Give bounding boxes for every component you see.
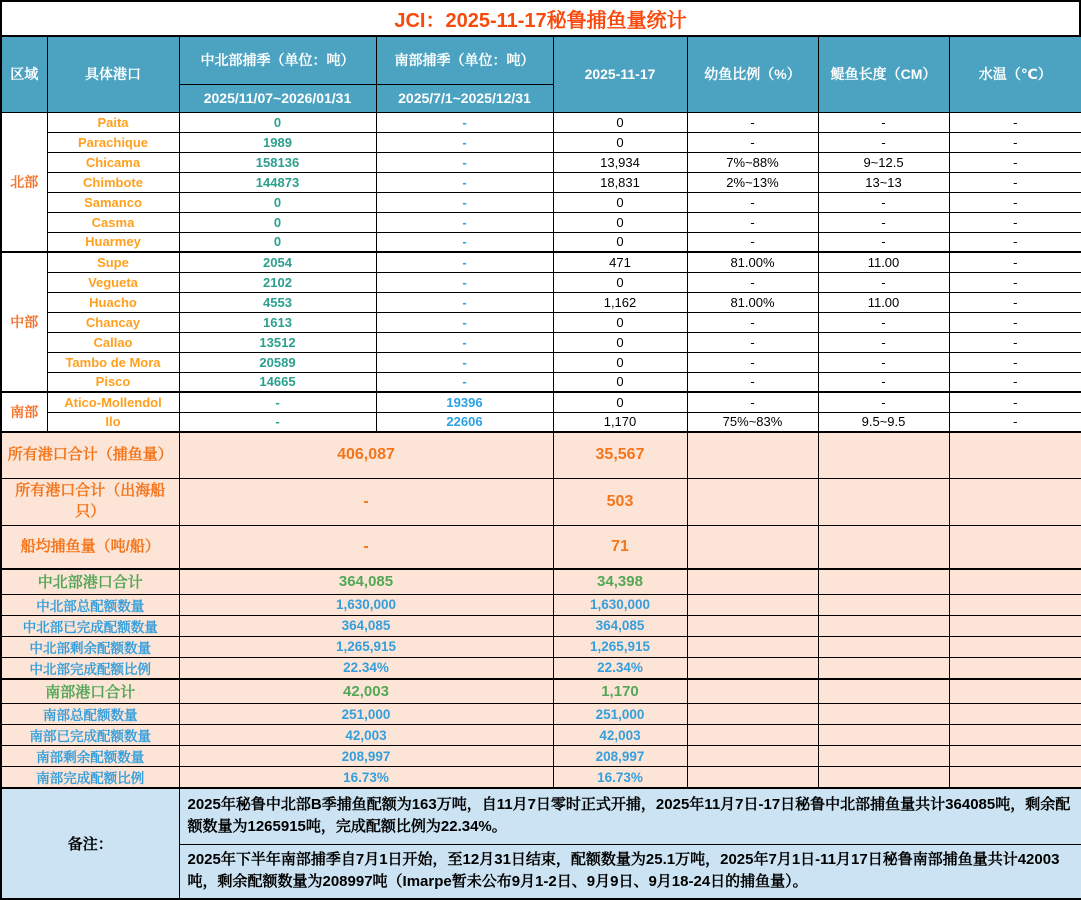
water-temp-value: - — [949, 152, 1081, 172]
quota-day-value: 42,003 — [553, 725, 687, 746]
summary-day-value: 35,567 — [553, 432, 687, 478]
juvenile-ratio-value: - — [687, 212, 818, 232]
daily-catch-value: 1,162 — [553, 292, 687, 312]
water-temp-value: - — [949, 412, 1081, 432]
north-season-value: 0 — [179, 212, 376, 232]
empty-cell — [818, 569, 949, 594]
water-temp-value: - — [949, 212, 1081, 232]
table-row — [1, 352, 1081, 372]
quota-season-value: 42,003 — [179, 725, 553, 746]
header-north-season: 中北部捕季（单位：吨） — [179, 36, 376, 84]
table-row — [1, 36, 1081, 84]
table-row — [1, 767, 1081, 789]
daily-catch-value: 13,934 — [553, 152, 687, 172]
quota-label: 南部剩余配额数量 — [1, 746, 179, 767]
empty-cell — [687, 569, 818, 594]
empty-cell — [818, 525, 949, 569]
quota-day-value: 34,398 — [553, 569, 687, 594]
empty-cell — [949, 679, 1081, 704]
quota-season-value: 42,003 — [179, 679, 553, 704]
empty-cell — [949, 594, 1081, 615]
empty-cell — [818, 636, 949, 657]
table-row — [1, 725, 1081, 746]
anchovy-length-value: - — [818, 352, 949, 372]
water-temp-value: - — [949, 292, 1081, 312]
quota-season-value: 22.34% — [179, 657, 553, 679]
north-season-value: 0 — [179, 232, 376, 252]
south-season-value: - — [376, 192, 553, 212]
quota-season-value: 251,000 — [179, 704, 553, 725]
empty-cell — [687, 525, 818, 569]
juvenile-ratio-value: - — [687, 192, 818, 212]
table-row — [1, 615, 1081, 636]
quota-season-value: 16.73% — [179, 767, 553, 789]
table-row — [1, 112, 1081, 132]
south-season-value: 19396 — [376, 392, 553, 412]
south-season-value: 22606 — [376, 412, 553, 432]
table-row — [1, 272, 1081, 292]
water-temp-value: - — [949, 132, 1081, 152]
north-season-value: - — [179, 412, 376, 432]
juvenile-ratio-value: - — [687, 232, 818, 252]
daily-catch-value: 0 — [553, 232, 687, 252]
summary-season-value: - — [179, 478, 553, 525]
daily-catch-value: 0 — [553, 392, 687, 412]
quota-season-value: 364,085 — [179, 569, 553, 594]
juvenile-ratio-value: - — [687, 332, 818, 352]
daily-catch-value: 0 — [553, 372, 687, 392]
juvenile-ratio-value: 75%~83% — [687, 412, 818, 432]
north-season-value: 14665 — [179, 372, 376, 392]
empty-cell — [818, 704, 949, 725]
port-name: Huarmey — [47, 232, 179, 252]
quota-label: 中北部已完成配额数量 — [1, 615, 179, 636]
empty-cell — [818, 594, 949, 615]
summary-label: 船均捕鱼量（吨/船） — [1, 525, 179, 569]
south-season-value: - — [376, 252, 553, 272]
empty-cell — [818, 767, 949, 789]
south-season-value: - — [376, 352, 553, 372]
north-season-value: 2054 — [179, 252, 376, 272]
daily-catch-value: 0 — [553, 192, 687, 212]
empty-cell — [687, 725, 818, 746]
empty-cell — [818, 615, 949, 636]
table-row — [1, 679, 1081, 704]
north-season-value: 20589 — [179, 352, 376, 372]
port-name: Chicama — [47, 152, 179, 172]
quota-day-value: 22.34% — [553, 657, 687, 679]
table-row — [1, 594, 1081, 615]
header-date: 2025-11-17 — [553, 36, 687, 112]
juvenile-ratio-value: - — [687, 132, 818, 152]
water-temp-value: - — [949, 192, 1081, 212]
empty-cell — [687, 594, 818, 615]
water-temp-value: - — [949, 252, 1081, 272]
anchovy-length-value: - — [818, 112, 949, 132]
empty-cell — [687, 615, 818, 636]
quota-label: 南部港口合计 — [1, 679, 179, 704]
empty-cell — [687, 478, 818, 525]
anchovy-length-value: - — [818, 372, 949, 392]
south-season-value: - — [376, 132, 553, 152]
port-name: Callao — [47, 332, 179, 352]
juvenile-ratio-value: - — [687, 312, 818, 332]
table-row — [1, 152, 1081, 172]
header-south-date-range: 2025/7/1~2025/12/31 — [376, 84, 553, 112]
anchovy-length-value: 13~13 — [818, 172, 949, 192]
summary-day-value: 503 — [553, 478, 687, 525]
empty-cell — [687, 767, 818, 789]
daily-catch-value: 1,170 — [553, 412, 687, 432]
table-row — [1, 432, 1081, 478]
table-row — [1, 412, 1081, 432]
port-name: Parachique — [47, 132, 179, 152]
north-season-value: 13512 — [179, 332, 376, 352]
port-name: Chimbote — [47, 172, 179, 192]
water-temp-value: - — [949, 312, 1081, 332]
anchovy-length-value: - — [818, 132, 949, 152]
table-row — [1, 312, 1081, 332]
south-season-value: - — [376, 292, 553, 312]
anchovy-length-value: - — [818, 312, 949, 332]
empty-cell — [818, 432, 949, 478]
water-temp-value: - — [949, 372, 1081, 392]
anchovy-length-value: 9.5~9.5 — [818, 412, 949, 432]
daily-catch-value: 0 — [553, 272, 687, 292]
anchovy-length-value: - — [818, 272, 949, 292]
port-name: Tambo de Mora — [47, 352, 179, 372]
anchovy-length-value: - — [818, 212, 949, 232]
daily-catch-value: 0 — [553, 332, 687, 352]
table-row — [1, 172, 1081, 192]
remark-line-1: 2025年秘鲁中北部B季捕鱼配额为163万吨，自11月7日零时正式开捕，2025年11月7日-17日秘鲁中北部捕鱼量共计364085吨，剩余配额数量为1265915吨，完成配额比例为22.34%。 — [179, 788, 1081, 844]
south-season-value: - — [376, 112, 553, 132]
table-row — [1, 192, 1081, 212]
quota-season-value: 364,085 — [179, 615, 553, 636]
table-row — [1, 372, 1081, 392]
south-season-value: - — [376, 272, 553, 292]
region-label: 北部 — [1, 112, 47, 252]
anchovy-length-value: - — [818, 232, 949, 252]
table-row — [1, 657, 1081, 679]
north-season-value: 158136 — [179, 152, 376, 172]
water-temp-value: - — [949, 232, 1081, 252]
table-row — [1, 392, 1081, 412]
port-name: Supe — [47, 252, 179, 272]
empty-cell — [818, 478, 949, 525]
table-row — [1, 332, 1081, 352]
north-season-value: 0 — [179, 112, 376, 132]
juvenile-ratio-value: - — [687, 352, 818, 372]
quota-label: 南部已完成配额数量 — [1, 725, 179, 746]
anchovy-length-value: - — [818, 392, 949, 412]
summary-day-value: 71 — [553, 525, 687, 569]
quota-day-value: 1,265,915 — [553, 636, 687, 657]
north-season-value: 1613 — [179, 312, 376, 332]
empty-cell — [949, 478, 1081, 525]
quota-day-value: 251,000 — [553, 704, 687, 725]
empty-cell — [687, 704, 818, 725]
quota-season-value: 1,265,915 — [179, 636, 553, 657]
table-row — [1, 132, 1081, 152]
water-temp-value: - — [949, 172, 1081, 192]
port-name: Pisco — [47, 372, 179, 392]
water-temp-value: - — [949, 332, 1081, 352]
empty-cell — [687, 636, 818, 657]
north-season-value: 0 — [179, 192, 376, 212]
port-name: Paita — [47, 112, 179, 132]
anchovy-length-value: 11.00 — [818, 252, 949, 272]
water-temp-value: - — [949, 272, 1081, 292]
empty-cell — [949, 525, 1081, 569]
summary-label: 所有港口合计（出海船只） — [1, 478, 179, 525]
quota-label: 中北部总配额数量 — [1, 594, 179, 615]
quota-day-value: 208,997 — [553, 746, 687, 767]
water-temp-value: - — [949, 112, 1081, 132]
table-row — [1, 292, 1081, 312]
water-temp-value: - — [949, 392, 1081, 412]
port-name: Chancay — [47, 312, 179, 332]
port-name: Samanco — [47, 192, 179, 212]
empty-cell — [949, 569, 1081, 594]
south-season-value: - — [376, 372, 553, 392]
quota-day-value: 364,085 — [553, 615, 687, 636]
juvenile-ratio-value: 81.00% — [687, 292, 818, 312]
empty-cell — [949, 615, 1081, 636]
table-row — [1, 746, 1081, 767]
port-name: Casma — [47, 212, 179, 232]
south-season-value: - — [376, 332, 553, 352]
quota-day-value: 1,170 — [553, 679, 687, 704]
daily-catch-value: 0 — [553, 212, 687, 232]
empty-cell — [949, 725, 1081, 746]
water-temp-value: - — [949, 352, 1081, 372]
table-row — [1, 704, 1081, 725]
header-region: 区域 — [1, 36, 47, 112]
north-season-value: - — [179, 392, 376, 412]
north-season-value: 144873 — [179, 172, 376, 192]
table-row — [1, 212, 1081, 232]
quota-day-value: 16.73% — [553, 767, 687, 789]
south-season-value: - — [376, 312, 553, 332]
north-season-value: 2102 — [179, 272, 376, 292]
juvenile-ratio-value: 7%~88% — [687, 152, 818, 172]
empty-cell — [818, 679, 949, 704]
header-north-date-range: 2025/11/07~2026/01/31 — [179, 84, 376, 112]
fishing-stats-table — [0, 35, 1081, 900]
daily-catch-value: 0 — [553, 312, 687, 332]
summary-season-value: - — [179, 525, 553, 569]
quota-label: 南部完成配额比例 — [1, 767, 179, 789]
quota-label: 中北部完成配额比例 — [1, 657, 179, 679]
empty-cell — [687, 657, 818, 679]
quota-label: 中北部剩余配额数量 — [1, 636, 179, 657]
page-title: JCI：2025-11-17秘鲁捕鱼量统计 — [0, 0, 1081, 35]
empty-cell — [949, 657, 1081, 679]
juvenile-ratio-value: - — [687, 372, 818, 392]
juvenile-ratio-value: - — [687, 112, 818, 132]
port-name: Vegueta — [47, 272, 179, 292]
south-season-value: - — [376, 212, 553, 232]
summary-season-value: 406,087 — [179, 432, 553, 478]
empty-cell — [818, 725, 949, 746]
quota-day-value: 1,630,000 — [553, 594, 687, 615]
table-row — [1, 525, 1081, 569]
remark-line-2: 2025年下半年南部捕季自7月1日开始，至12月31日结束，配额数量为25.1万吨，2025年7月1日-11月17日秘鲁南部捕鱼量共计42003吨，剩余配额数量为208997吨（Imarpe暂未公布9月1-2日、9月9日、9月18-24日的捕鱼量）。 — [179, 844, 1081, 899]
port-name: Ilo — [47, 412, 179, 432]
juvenile-ratio-value: - — [687, 392, 818, 412]
header-anchovy-length: 鳀鱼长度（CM） — [818, 36, 949, 112]
daily-catch-value: 18,831 — [553, 172, 687, 192]
empty-cell — [818, 657, 949, 679]
north-season-value: 4553 — [179, 292, 376, 312]
daily-catch-value: 0 — [553, 112, 687, 132]
empty-cell — [949, 767, 1081, 789]
empty-cell — [818, 746, 949, 767]
remarks-label: 备注： — [1, 788, 179, 899]
south-season-value: - — [376, 152, 553, 172]
empty-cell — [687, 746, 818, 767]
empty-cell — [949, 746, 1081, 767]
header-juvenile-ratio: 幼鱼比例（%） — [687, 36, 818, 112]
empty-cell — [949, 704, 1081, 725]
table-row — [1, 788, 1081, 844]
anchovy-length-value: 9~12.5 — [818, 152, 949, 172]
empty-cell — [687, 432, 818, 478]
quota-season-value: 1,630,000 — [179, 594, 553, 615]
table-row — [1, 252, 1081, 272]
quota-season-value: 208,997 — [179, 746, 553, 767]
south-season-value: - — [376, 232, 553, 252]
table-row — [1, 232, 1081, 252]
header-south-season: 南部捕季（单位：吨） — [376, 36, 553, 84]
table-row — [1, 478, 1081, 525]
anchovy-length-value: - — [818, 192, 949, 212]
south-season-value: - — [376, 172, 553, 192]
region-label: 中部 — [1, 252, 47, 392]
juvenile-ratio-value: 81.00% — [687, 252, 818, 272]
daily-catch-value: 0 — [553, 132, 687, 152]
quota-label: 中北部港口合计 — [1, 569, 179, 594]
port-name: Atico-Mollendol — [47, 392, 179, 412]
juvenile-ratio-value: 2%~13% — [687, 172, 818, 192]
summary-label: 所有港口合计（捕鱼量） — [1, 432, 179, 478]
empty-cell — [949, 636, 1081, 657]
quota-label: 南部总配额数量 — [1, 704, 179, 725]
header-water-temp: 水温（℃） — [949, 36, 1081, 112]
empty-cell — [949, 432, 1081, 478]
anchovy-length-value: 11.00 — [818, 292, 949, 312]
empty-cell — [687, 679, 818, 704]
header-port: 具体港口 — [47, 36, 179, 112]
juvenile-ratio-value: - — [687, 272, 818, 292]
port-name: Huacho — [47, 292, 179, 312]
table-row — [1, 636, 1081, 657]
anchovy-length-value: - — [818, 332, 949, 352]
table-row — [1, 569, 1081, 594]
region-label: 南部 — [1, 392, 47, 432]
north-season-value: 1989 — [179, 132, 376, 152]
daily-catch-value: 471 — [553, 252, 687, 272]
daily-catch-value: 0 — [553, 352, 687, 372]
